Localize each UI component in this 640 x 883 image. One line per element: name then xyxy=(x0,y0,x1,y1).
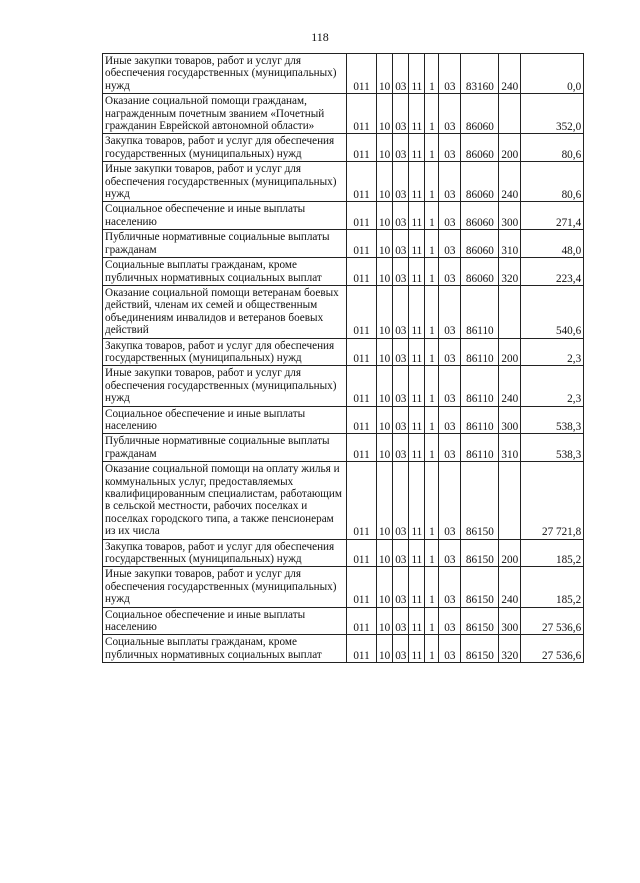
amount: 48,0 xyxy=(521,230,584,258)
expense-type-code: 310 xyxy=(499,230,521,258)
section-code: 10 xyxy=(377,607,393,635)
amount: 27 536,6 xyxy=(521,635,584,663)
table-row xyxy=(103,258,584,286)
page-number: 118 xyxy=(311,30,329,44)
direction-code: 86110 xyxy=(461,338,499,366)
main-activity-code: 03 xyxy=(439,338,461,366)
direction-code: 86060 xyxy=(461,94,499,134)
program-code: 11 xyxy=(409,162,425,202)
subsection-code: 03 xyxy=(393,285,409,338)
subsection-code: 03 xyxy=(393,258,409,286)
row-name: Социальные выплаты гражданам, кроме публичных нормативных социальных выплат xyxy=(103,635,347,663)
direction-code: 86110 xyxy=(461,434,499,462)
table-row xyxy=(103,54,584,94)
section-code: 10 xyxy=(377,338,393,366)
amount: 352,0 xyxy=(521,94,584,134)
program-code: 11 xyxy=(409,366,425,406)
main-activity-code: 03 xyxy=(439,54,461,94)
subprogram-code: 1 xyxy=(425,539,439,567)
subprogram-code: 1 xyxy=(425,434,439,462)
ved-code: 011 xyxy=(347,94,377,134)
expense-type-code: 310 xyxy=(499,434,521,462)
row-name: Социальное обеспечение и иные выплаты населению xyxy=(103,406,347,434)
subsection-code: 03 xyxy=(393,635,409,663)
main-activity-code: 03 xyxy=(439,202,461,230)
direction-code: 86150 xyxy=(461,567,499,607)
direction-code: 86060 xyxy=(461,202,499,230)
amount: 0,0 xyxy=(521,54,584,94)
table-row xyxy=(103,162,584,202)
subprogram-code: 1 xyxy=(425,162,439,202)
table-row xyxy=(103,134,584,162)
subprogram-code: 1 xyxy=(425,366,439,406)
amount: 540,6 xyxy=(521,285,584,338)
subprogram-code: 1 xyxy=(425,635,439,663)
amount: 80,6 xyxy=(521,134,584,162)
amount: 185,2 xyxy=(521,539,584,567)
main-activity-code: 03 xyxy=(439,462,461,539)
program-code: 11 xyxy=(409,94,425,134)
main-activity-code: 03 xyxy=(439,406,461,434)
direction-code: 86110 xyxy=(461,366,499,406)
program-code: 11 xyxy=(409,230,425,258)
row-name: Иные закупки товаров, работ и услуг для обеспечения государственных (муниципальных) нужд xyxy=(103,54,347,94)
amount: 27 536,6 xyxy=(521,607,584,635)
subprogram-code: 1 xyxy=(425,258,439,286)
row-name: Закупка товаров, работ и услуг для обеспечения государственных (муниципальных) нужд xyxy=(103,539,347,567)
direction-code: 86060 xyxy=(461,134,499,162)
row-name: Оказание социальной помощи гражданам, награжденным почетным званием «Почетный гражданин Еврейской автономной области» xyxy=(103,94,347,134)
expense-type-code: 300 xyxy=(499,202,521,230)
subprogram-code: 1 xyxy=(425,54,439,94)
ved-code: 011 xyxy=(347,338,377,366)
section-code: 10 xyxy=(377,539,393,567)
row-name: Социальное обеспечение и иные выплаты населению xyxy=(103,607,347,635)
section-code: 10 xyxy=(377,635,393,663)
ved-code: 011 xyxy=(347,285,377,338)
program-code: 11 xyxy=(409,539,425,567)
direction-code: 86060 xyxy=(461,230,499,258)
expense-type-code: 300 xyxy=(499,406,521,434)
direction-code: 86060 xyxy=(461,258,499,286)
subsection-code: 03 xyxy=(393,134,409,162)
expense-type-code: 320 xyxy=(499,258,521,286)
subsection-code: 03 xyxy=(393,54,409,94)
main-activity-code: 03 xyxy=(439,635,461,663)
direction-code: 83160 xyxy=(461,54,499,94)
expense-type-code: 200 xyxy=(499,539,521,567)
main-activity-code: 03 xyxy=(439,366,461,406)
expense-type-code xyxy=(499,462,521,539)
amount: 538,3 xyxy=(521,406,584,434)
row-name: Закупка товаров, работ и услуг для обеспечения государственных (муниципальных) нужд xyxy=(103,134,347,162)
row-name: Публичные нормативные социальные выплаты гражданам xyxy=(103,434,347,462)
direction-code: 86110 xyxy=(461,406,499,434)
subsection-code: 03 xyxy=(393,202,409,230)
subprogram-code: 1 xyxy=(425,230,439,258)
amount: 2,3 xyxy=(521,338,584,366)
ved-code: 011 xyxy=(347,54,377,94)
amount: 271,4 xyxy=(521,202,584,230)
subsection-code: 03 xyxy=(393,434,409,462)
ved-code: 011 xyxy=(347,258,377,286)
expense-type-code: 320 xyxy=(499,635,521,663)
ved-code: 011 xyxy=(347,202,377,230)
section-code: 10 xyxy=(377,434,393,462)
amount: 27 721,8 xyxy=(521,462,584,539)
ved-code: 011 xyxy=(347,462,377,539)
ved-code: 011 xyxy=(347,230,377,258)
direction-code: 86060 xyxy=(461,162,499,202)
ved-code: 011 xyxy=(347,567,377,607)
program-code: 11 xyxy=(409,406,425,434)
ved-code: 011 xyxy=(347,635,377,663)
section-code: 10 xyxy=(377,202,393,230)
table-row xyxy=(103,338,584,366)
subsection-code: 03 xyxy=(393,406,409,434)
row-name: Публичные нормативные социальные выплаты гражданам xyxy=(103,230,347,258)
program-code: 11 xyxy=(409,338,425,366)
subsection-code: 03 xyxy=(393,462,409,539)
expense-type-code: 300 xyxy=(499,607,521,635)
program-code: 11 xyxy=(409,434,425,462)
program-code: 11 xyxy=(409,285,425,338)
program-code: 11 xyxy=(409,54,425,94)
main-activity-code: 03 xyxy=(439,285,461,338)
table-row xyxy=(103,567,584,607)
subprogram-code: 1 xyxy=(425,567,439,607)
program-code: 11 xyxy=(409,635,425,663)
subsection-code: 03 xyxy=(393,230,409,258)
subsection-code: 03 xyxy=(393,366,409,406)
table-row xyxy=(103,406,584,434)
main-activity-code: 03 xyxy=(439,162,461,202)
table-row xyxy=(103,635,584,663)
main-activity-code: 03 xyxy=(439,258,461,286)
main-activity-code: 03 xyxy=(439,567,461,607)
ved-code: 011 xyxy=(347,406,377,434)
expense-type-code xyxy=(499,94,521,134)
table-row xyxy=(103,285,584,338)
subsection-code: 03 xyxy=(393,539,409,567)
section-code: 10 xyxy=(377,134,393,162)
main-activity-code: 03 xyxy=(439,230,461,258)
ved-code: 011 xyxy=(347,162,377,202)
subprogram-code: 1 xyxy=(425,462,439,539)
ved-code: 011 xyxy=(347,366,377,406)
main-activity-code: 03 xyxy=(439,134,461,162)
amount: 223,4 xyxy=(521,258,584,286)
row-name: Иные закупки товаров, работ и услуг для обеспечения государственных (муниципальных) нужд xyxy=(103,567,347,607)
program-code: 11 xyxy=(409,134,425,162)
subsection-code: 03 xyxy=(393,94,409,134)
section-code: 10 xyxy=(377,54,393,94)
amount: 80,6 xyxy=(521,162,584,202)
subprogram-code: 1 xyxy=(425,202,439,230)
table-row xyxy=(103,607,584,635)
main-activity-code: 03 xyxy=(439,434,461,462)
direction-code: 86150 xyxy=(461,635,499,663)
direction-code: 86110 xyxy=(461,285,499,338)
ved-code: 011 xyxy=(347,434,377,462)
row-name: Социальное обеспечение и иные выплаты населению xyxy=(103,202,347,230)
subprogram-code: 1 xyxy=(425,134,439,162)
direction-code: 86150 xyxy=(461,539,499,567)
ved-code: 011 xyxy=(347,607,377,635)
ved-code: 011 xyxy=(347,539,377,567)
row-name: Оказание социальной помощи ветеранам боевых действий, членам их семей и общественным объединениям инвалидов и ветеранов боевых действий xyxy=(103,285,347,338)
main-activity-code: 03 xyxy=(439,607,461,635)
table-body xyxy=(103,54,584,663)
section-code: 10 xyxy=(377,366,393,406)
table-row xyxy=(103,539,584,567)
direction-code: 86150 xyxy=(461,607,499,635)
section-code: 10 xyxy=(377,567,393,607)
subsection-code: 03 xyxy=(393,567,409,607)
row-name: Закупка товаров, работ и услуг для обеспечения государственных (муниципальных) нужд xyxy=(103,338,347,366)
expense-type-code: 240 xyxy=(499,54,521,94)
expense-type-code: 240 xyxy=(499,366,521,406)
table-row xyxy=(103,94,584,134)
direction-code: 86150 xyxy=(461,462,499,539)
table-row xyxy=(103,366,584,406)
program-code: 11 xyxy=(409,462,425,539)
table-row xyxy=(103,230,584,258)
subsection-code: 03 xyxy=(393,607,409,635)
expense-type-code xyxy=(499,285,521,338)
section-code: 10 xyxy=(377,406,393,434)
expense-type-code: 240 xyxy=(499,567,521,607)
section-code: 10 xyxy=(377,285,393,338)
subsection-code: 03 xyxy=(393,338,409,366)
subprogram-code: 1 xyxy=(425,94,439,134)
section-code: 10 xyxy=(377,94,393,134)
main-activity-code: 03 xyxy=(439,539,461,567)
row-name: Иные закупки товаров, работ и услуг для обеспечения государственных (муниципальных) нужд xyxy=(103,162,347,202)
row-name: Социальные выплаты гражданам, кроме публичных нормативных социальных выплат xyxy=(103,258,347,286)
row-name: Иные закупки товаров, работ и услуг для обеспечения государственных (муниципальных) нужд xyxy=(103,366,347,406)
expense-type-code: 200 xyxy=(499,134,521,162)
program-code: 11 xyxy=(409,607,425,635)
program-code: 11 xyxy=(409,258,425,286)
row-name: Оказание социальной помощи на оплату жилья и коммунальных услуг, предоставляемых квалифицированным специалистам, работающим в сельской местности, рабочих поселках и поселках городского типа, а также пенсионерам из их числа xyxy=(103,462,347,539)
subprogram-code: 1 xyxy=(425,338,439,366)
amount: 2,3 xyxy=(521,366,584,406)
table-row xyxy=(103,462,584,539)
section-code: 10 xyxy=(377,258,393,286)
main-activity-code: 03 xyxy=(439,94,461,134)
program-code: 11 xyxy=(409,202,425,230)
subprogram-code: 1 xyxy=(425,607,439,635)
subsection-code: 03 xyxy=(393,162,409,202)
amount: 538,3 xyxy=(521,434,584,462)
subprogram-code: 1 xyxy=(425,406,439,434)
section-code: 10 xyxy=(377,162,393,202)
table-row xyxy=(103,434,584,462)
section-code: 10 xyxy=(377,230,393,258)
budget-table xyxy=(102,53,584,663)
subprogram-code: 1 xyxy=(425,285,439,338)
section-code: 10 xyxy=(377,462,393,539)
expense-type-code: 240 xyxy=(499,162,521,202)
program-code: 11 xyxy=(409,567,425,607)
table-row xyxy=(103,202,584,230)
amount: 185,2 xyxy=(521,567,584,607)
expense-type-code: 200 xyxy=(499,338,521,366)
ved-code: 011 xyxy=(347,134,377,162)
